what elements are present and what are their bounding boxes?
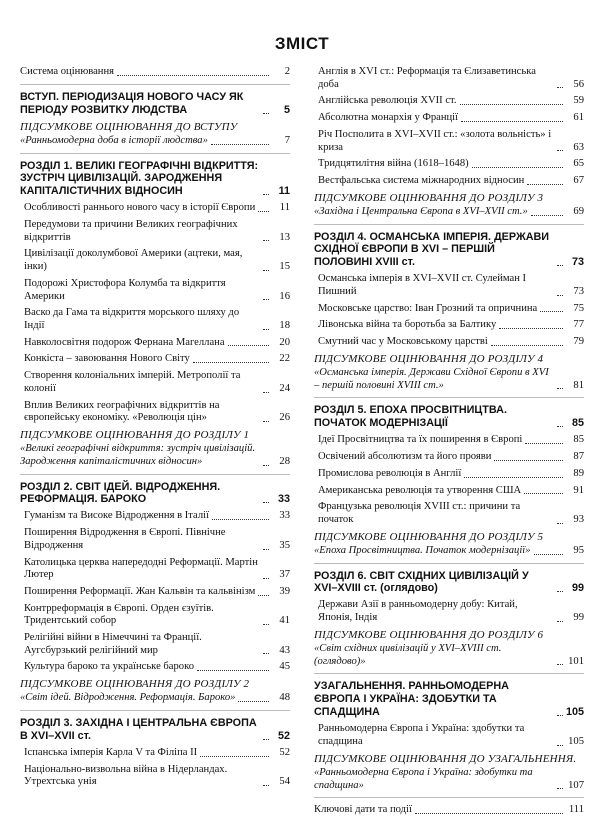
list-item[interactable]: Абсолютна монархія у Франції 61	[318, 112, 584, 124]
list-item[interactable]: Васко да Гама та відкриття морського шляху до Індії 18	[24, 307, 290, 331]
page-title: ЗМІСТ	[274, 34, 330, 53]
divider	[20, 153, 290, 154]
list-item[interactable]: Освічений абсолютизм та його прояви 87	[318, 451, 584, 463]
list-item[interactable]: Іспанська імперія Карла V та Філіпа II 52	[24, 746, 290, 758]
summary-label-section-6: ПІДСУМКОВЕ ОЦІНЮВАННЯ ДО РОЗДІЛУ 6	[314, 628, 544, 641]
list-item[interactable]: Промислова революція в Англії 89	[318, 467, 584, 479]
list-item[interactable]: Передумови та причини Великих географічних відкриттів 13	[24, 219, 290, 243]
toc-entry-section-2-summary[interactable]: «Світ ідей. Відродження. Реформація. Бароко» 48	[20, 692, 290, 704]
toc-entry-section-4-summary[interactable]: «Османська імперія. Держави Східної Європи в XVI – першій половині XVIII ст.» 81	[314, 367, 584, 391]
toc-entry-section-1-summary[interactable]: «Великі географічні відкриття: зустріч цивілізацій. Зародження капіталістичних відносин» 28	[20, 443, 290, 467]
toc-entry-intro-summary[interactable]: «Ранньомодерна доба в історії людства» 7	[20, 134, 290, 146]
list-item[interactable]: Особливості раннього нового часу в історії Європи 11	[24, 202, 290, 214]
list-item[interactable]: Тридцятилітня війна (1618–1648) 65	[318, 158, 584, 170]
toc-left-column	[20, 66, 290, 821]
list-item[interactable]: Англія в XVI ст.: Реформація та Єлизаветинська доба 56	[318, 66, 584, 90]
divider	[314, 797, 584, 798]
toc-entry-generalization[interactable]: УЗАГАЛЬНЕННЯ. РАННЬОМОДЕРНА ЄВРОПА І УКРАЇНА: ЗДОБУТКИ ТА СПАДЩИНА 105	[314, 680, 584, 719]
toc-entry-section-4[interactable]: РОЗДІЛ 4. ОСМАНСЬКА ІМПЕРІЯ. ДЕРЖАВИ СХІДНОЇ ЄВРОПИ В XVI – ПЕРШІЙ ПОЛОВИНІ XVIII ст. 73	[314, 230, 584, 269]
toc-entry-section-2[interactable]: РОЗДІЛ 2. СВІТ ІДЕЙ. ВІДРОДЖЕННЯ. РЕФОРМАЦІЯ. БАРОКО 33	[20, 480, 290, 506]
summary-label-section-1: ПІДСУМКОВЕ ОЦІНЮВАННЯ ДО РОЗДІЛУ 1	[20, 428, 250, 441]
list-item[interactable]: Лівонська війна та боротьба за Балтику 77	[318, 319, 584, 331]
summary-label-section-4: ПІДСУМКОВЕ ОЦІНЮВАННЯ ДО РОЗДІЛУ 4	[314, 352, 544, 365]
toc-entry-section-5[interactable]: РОЗДІЛ 5. ЕПОХА ПРОСВІТНИЦТВА. ПОЧАТОК МОДЕРНІЗАЦІЇ 85	[314, 404, 584, 430]
section-1-items	[20, 202, 290, 425]
list-item[interactable]: Католицька церква напередодні Реформації. Мартін Лютер 37	[24, 556, 290, 581]
list-item[interactable]: Поширення Реформації. Жан Кальвін та кальвінізм 39	[24, 585, 290, 597]
divider	[314, 563, 584, 564]
summary-label-section-2: ПІДСУМКОВЕ ОЦІНЮВАННЯ ДО РОЗДІЛУ 2	[20, 678, 250, 691]
toc-entry-section-3-summary[interactable]: «Західна і Центральна Європа в XVI–XVII ст.» 69	[314, 205, 584, 217]
list-item[interactable]: Створення колоніальних імперій. Метрополії та колонії 24	[24, 370, 290, 394]
list-item[interactable]: Смутний час у Московському царстві 79	[318, 336, 584, 348]
section-2-items	[20, 510, 290, 674]
toc-entry-section-3[interactable]: РОЗДІЛ 3. ЗАХІДНА І ЦЕНТРАЛЬНА ЄВРОПА В XVI–XVII ст. 52	[20, 717, 290, 742]
toc-entry-section-6-summary[interactable]: «Світ східних цивілізацій у XVI–XVIII ст. (оглядово)» 101	[314, 643, 584, 667]
summary-label-intro: ПІДСУМКОВЕ ОЦІНЮВАННЯ ДО ВСТУПУ	[20, 120, 238, 133]
toc-entry-key-dates[interactable]: Ключові дати та події 111	[314, 804, 584, 816]
list-item[interactable]: Подорожі Христофора Колумба та відкриття Америки 16	[24, 277, 290, 302]
list-item[interactable]: Річ Посполита в XVI–XVII ст.: «золота вольність» і криза 63	[318, 128, 584, 153]
list-item[interactable]: Вплив Великих географічних відкриттів на європейську економіку. «Революція цін» 26	[24, 399, 290, 424]
list-item[interactable]: Контрреформація в Європі. Орден єзуїтів. Тридентський собор 41	[24, 602, 290, 627]
list-item[interactable]: Ідеї Просвітництва та їх поширення в Європі 85	[318, 434, 584, 446]
list-item[interactable]: Ранньомодерна Європа і Україна: здобутки та спадщина 105	[318, 723, 584, 747]
toc-entry-section-1[interactable]: РОЗДІЛ 1. ВЕЛИКІ ГЕОГРАФІЧНІ ВІДКРИТТЯ: ЗУСТРІЧ ЦИВІЛІЗАЦІЙ. ЗАРОДЖЕННЯ КАПІТАЛІСТИЧНИХ ВІДНОСИН 11	[20, 159, 290, 198]
list-item[interactable]: Релігійні війни в Німеччині та Франції. Аугсбурзький релігійний мир 43	[24, 632, 290, 656]
toc-right-column	[314, 66, 584, 821]
divider	[20, 474, 290, 475]
list-item[interactable]: Культура бароко та українське бароко 45	[24, 661, 290, 673]
summary-label-section-5: ПІДСУМКОВЕ ОЦІНЮВАННЯ ДО РОЗДІЛУ 5	[314, 530, 544, 543]
toc-entry-generalization-summary[interactable]: «Ранньомодерна Європа і Україна: здобутки та спадщина» 107	[314, 766, 584, 791]
toc-entry-section-6[interactable]: РОЗДІЛ 6. СВІТ СХІДНИХ ЦИВІЛІЗАЦІЙ У XVI–XVIII ст. (оглядово) 99	[314, 569, 584, 595]
toc-columns	[20, 66, 584, 821]
list-item[interactable]: Гуманізм та Високе Відродження в Італії 33	[24, 510, 290, 522]
divider	[20, 710, 290, 711]
list-item[interactable]: Османська імперія в XVI–XVII ст. Сулейман I Пишний 73	[318, 273, 584, 298]
list-item[interactable]: Конкіста – завоювання Нового Світу 22	[24, 353, 290, 365]
summary-label-section-3: ПІДСУМКОВЕ ОЦІНЮВАННЯ ДО РОЗДІЛУ 3	[314, 191, 544, 204]
list-item[interactable]: Цивілізації доколумбової Америки (ацтеки, мая, інки) 15	[24, 248, 290, 273]
divider	[20, 84, 290, 85]
toc-entry-section-5-summary[interactable]: «Епоха Просвітництва. Початок модернізації» 95	[314, 544, 584, 556]
toc-entry-system[interactable]: Система оцінювання 2	[20, 66, 290, 77]
list-item[interactable]: Американська революція та утворення США 91	[318, 484, 584, 496]
list-item[interactable]: Французька революція XVIII ст.: причини та початок 93	[318, 501, 584, 525]
list-item[interactable]: Поширення Відродження в Європі. Північне Відродження 35	[24, 527, 290, 551]
list-item[interactable]: Вестфальська система міжнародних відносин 67	[318, 174, 584, 186]
divider	[314, 673, 584, 674]
divider	[314, 397, 584, 398]
toc-entry-intro[interactable]: ВСТУП. ПЕРІОДИЗАЦІЯ НОВОГО ЧАСУ ЯК ПЕРІОДУ РОЗВИТКУ ЛЮДСТВА 5	[20, 90, 290, 116]
summary-label-generalization: ПІДСУМКОВЕ ОЦІНЮВАННЯ ДО УЗАГАЛЬНЕННЯ.	[314, 752, 577, 765]
list-item[interactable]: Національно-визвольна війна в Нідерландах. Утрехтська унія 54	[24, 763, 290, 788]
list-item[interactable]: Держави Азії в ранньомодерну добу: Китай, Японія, Індія 99	[318, 599, 584, 624]
list-item[interactable]: Англійська революція XVII ст. 59	[318, 95, 584, 107]
list-item[interactable]: Московське царство: Іван Грозний та опричнина 75	[318, 302, 584, 314]
divider	[314, 224, 584, 225]
list-item[interactable]: Навколосвітня подорож Фернана Магеллана 20	[24, 336, 290, 348]
